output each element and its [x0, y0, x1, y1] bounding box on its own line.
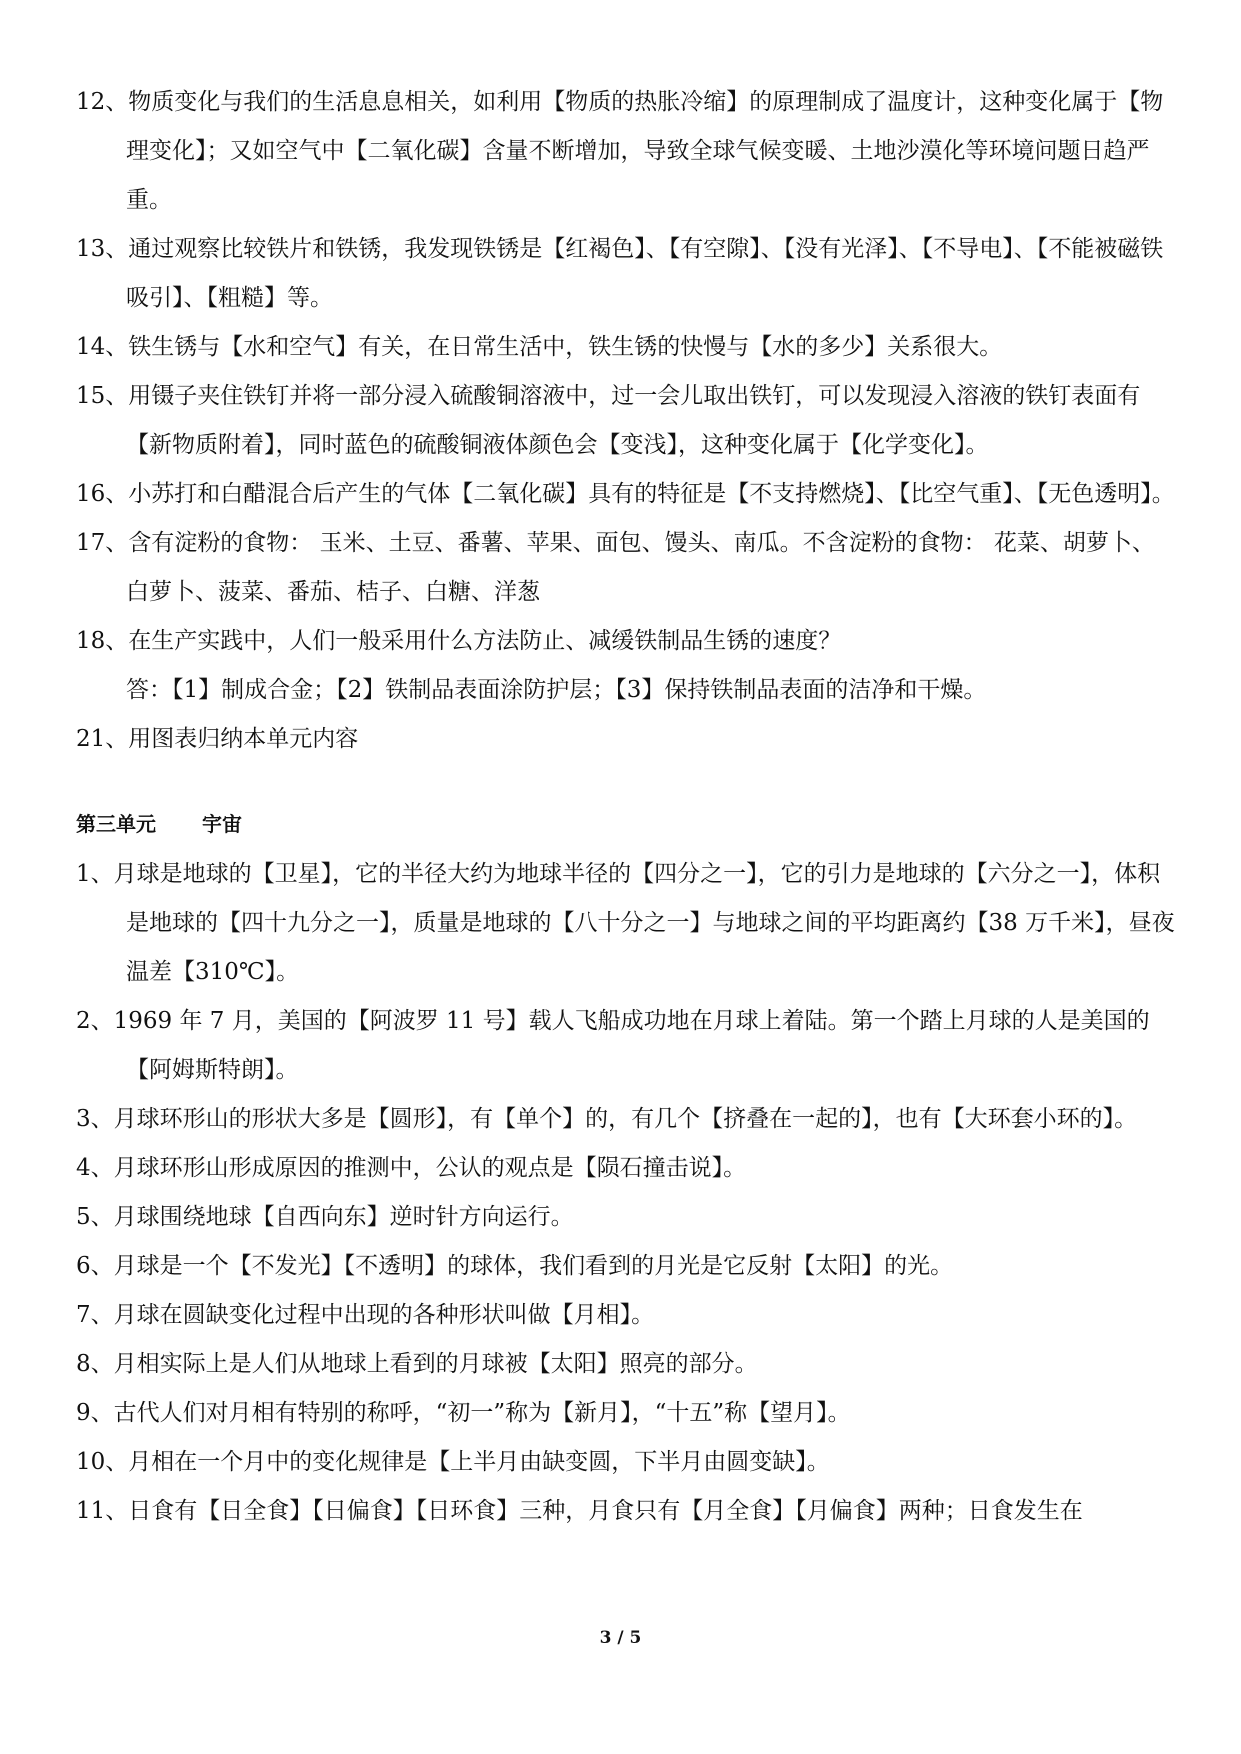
- answer-text: 答：【1】制成合金；【2】铁制品表面涂防护层；【3】保持铁制品表面的洁净和干燥。: [126, 677, 987, 703]
- list-item: 15、用镊子夹住铁钉并将一部分浸入硫酸铜溶液中，过一会儿取出铁钉，可以发现浸入溶液的铁钉表面有【新物质附着】，同时蓝色的硫酸铜液体颜色会【变浅】，这种变化属于【化学变化】。: [76, 383, 1141, 458]
- list-item: 11、日食有【日全食】【日偏食】【日环食】三种，月食只有【月全食】【月偏食】两种；日食发生在: [76, 1498, 1083, 1524]
- section-title: 第三单元: [76, 812, 156, 836]
- list-item: 21、用图表归纳本单元内容: [76, 726, 359, 752]
- list-item: 7、月球在圆缺变化过程中出现的各种形状叫做【月相】。: [76, 1302, 655, 1328]
- list-item: 2、1969 年 7 月，美国的【阿波罗 11 号】载人飞船成功地在月球上着陆。第一个踏上月球的人是美国的【阿姆斯特朗】。: [76, 1008, 1150, 1083]
- list-item: 18、在生产实践中，人们一般采用什么方法防止、减缓铁制品生锈的速度？: [76, 628, 842, 654]
- list-item: 16、小苏打和白醋混合后产生的气体【二氧化碳】具有的特征是【不支持燃烧】、【比空气重】、【无色透明】。: [76, 481, 1175, 507]
- list-item: 5、月球围绕地球【自西向东】逆时针方向运行。: [76, 1204, 574, 1230]
- list-item: 6、月球是一个【不发光】【不透明】的球体，我们看到的月光是它反射【太阳】的光。: [76, 1253, 954, 1279]
- list-item: 10、月相在一个月中的变化规律是【上半月由缺变圆，下半月由圆变缺】。: [76, 1449, 830, 1475]
- list-item: 9、古代人们对月相有特别的称呼，“初一”称为【新月】，“十五”称【望月】。: [76, 1400, 851, 1426]
- list-item: 3、月球环形山的形状大多是【圆形】，有【单个】的，有几个【挤叠在一起的】，也有【大环套小环的】。: [76, 1106, 1138, 1132]
- list-item: 14、铁生锈与【水和空气】有关，在日常生活中，铁生锈的快慢与【水的多少】关系很大。: [76, 334, 1003, 360]
- list-item: 8、月相实际上是人们从地球上看到的月球被【太阳】照亮的部分。: [76, 1351, 758, 1377]
- section-subtitle: 宇宙: [202, 812, 242, 836]
- list-item: 1、月球是地球的【卫星】，它的半径大约为地球半径的【四分之一】，它的引力是地球的【六分之一】，体积是地球的【四十九分之一】，质量是地球的【八十分之一】与地球之间的平均距离约【38 万千米】，昼夜温差【310℃】。: [76, 861, 1175, 985]
- section-heading: [76, 804, 1176, 844]
- list-item: 17、含有淀粉的食物： 玉米、土豆、番薯、苹果、面包、馒头、南瓜。不含淀粉的食物： 花菜、胡萝卜、白萝卜、菠菜、番茄、桔子、白糖、洋葱: [76, 530, 1155, 605]
- document-content: [76, 78, 1176, 1536]
- list-item: 12、物质变化与我们的生活息息相关，如利用【物质的热胀冷缩】的原理制成了温度计，这种变化属于【物理变化】；又如空气中【二氧化碳】含量不断增加，导致全球气候变暖、土地沙漠化等环境问题日趋严重。: [76, 89, 1164, 213]
- list-item: 13、通过观察比较铁片和铁锈，我发现铁锈是【红褐色】、【有空隙】、【没有光泽】、【不导电】、【不能被磁铁吸引】、【粗糙】等。: [76, 236, 1164, 311]
- list-item: 4、月球环形山形成原因的推测中，公认的观点是【陨石撞击说】。: [76, 1155, 747, 1181]
- page-number: 3 / 5: [599, 1628, 642, 1648]
- section-spacer: [76, 764, 1176, 804]
